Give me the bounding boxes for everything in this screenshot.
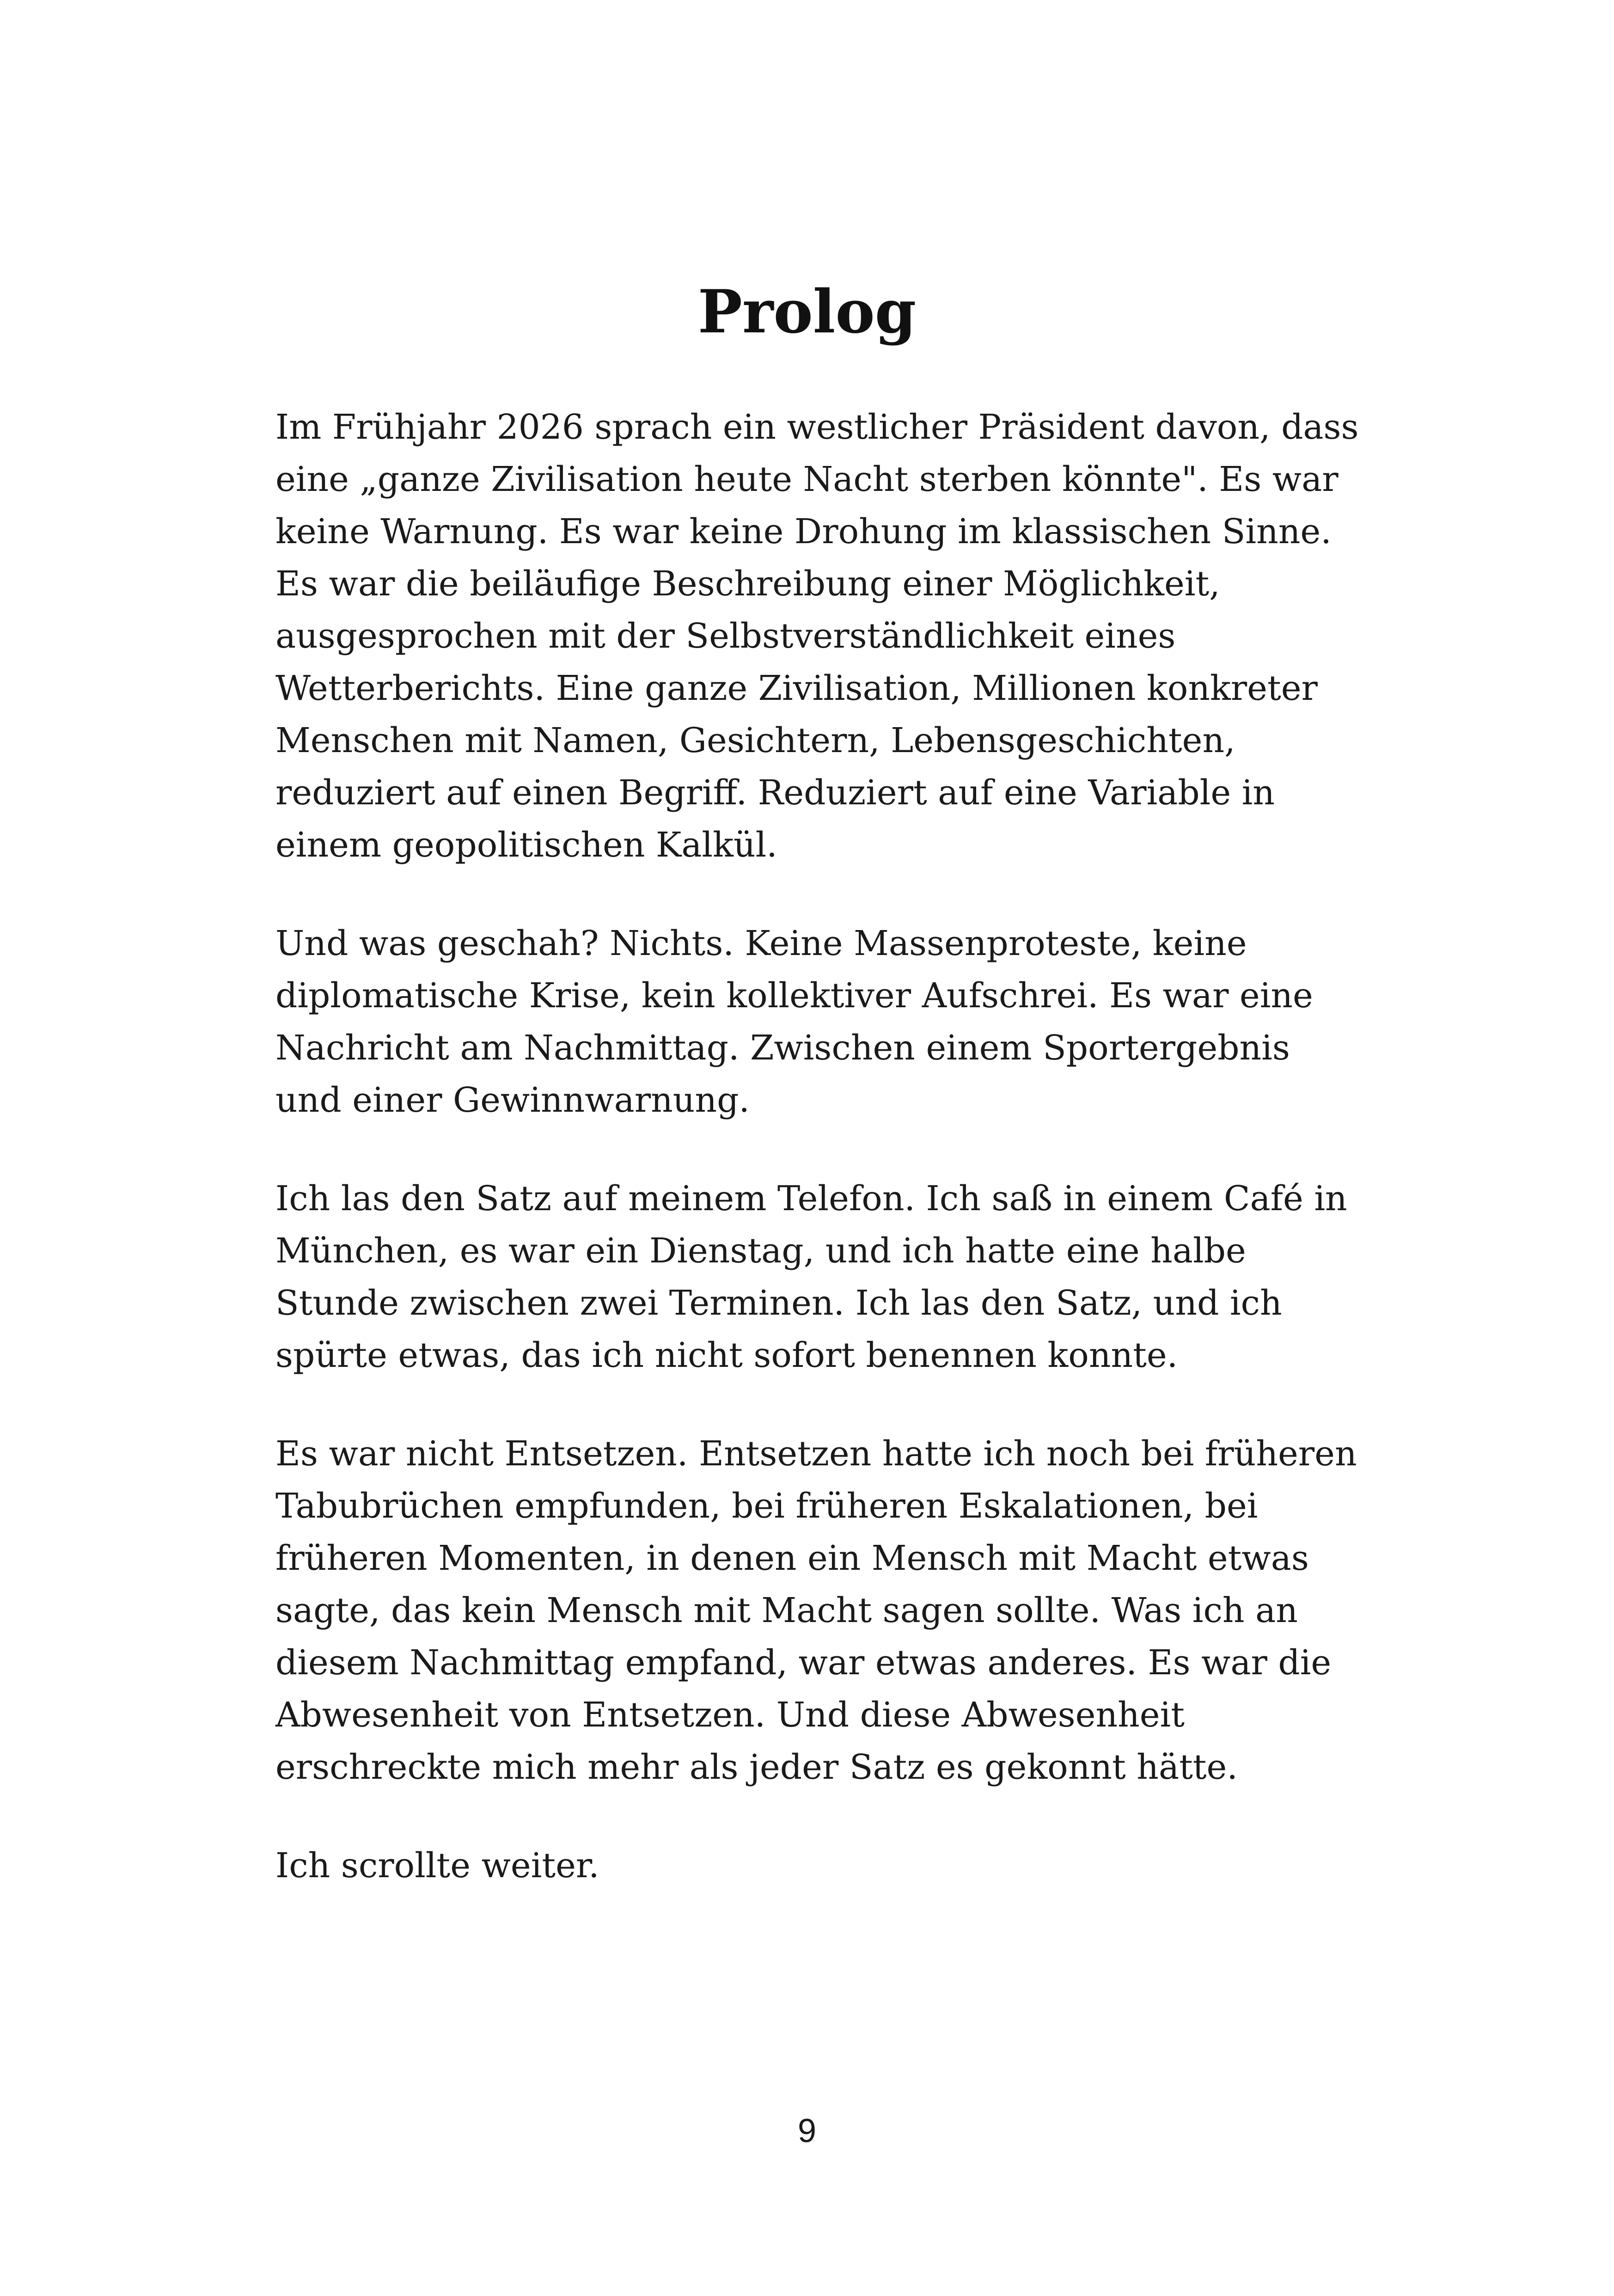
text-line: diplomatische Krise, kein kollektiver Aufschrei. Es war eine xyxy=(275,976,1313,1016)
text-line: Es war nicht Entsetzen. Entsetzen hatte ich noch bei früheren xyxy=(275,1434,1357,1474)
text-line: erschreckte mich mehr als jeder Satz es gekonnt hätte. xyxy=(275,1747,1238,1787)
paragraph-4 xyxy=(275,1428,1357,1794)
text-line: sagte, das kein Mensch mit Macht sagen sollte. Was ich an xyxy=(275,1591,1298,1630)
text-line: Ich las den Satz auf meinem Telefon. Ich saß in einem Café in xyxy=(275,1179,1347,1218)
text-line: und einer Gewinnwarnung. xyxy=(275,1080,750,1120)
text-line: diesem Nachmittag empfand, war etwas anderes. Es war die xyxy=(275,1643,1332,1683)
page-number: 9 xyxy=(797,2112,817,2149)
text-line: Im Frühjahr 2026 sprach ein westlicher Präsident davon, dass xyxy=(275,407,1359,447)
text-line: Nachricht am Nachmittag. Zwischen einem Sportergebnis xyxy=(275,1028,1290,1068)
text-line: Abwesenheit von Entsetzen. Und diese Abwesenheit xyxy=(275,1695,1185,1735)
text-line: spürte etwas, das ich nicht sofort benennen konnte. xyxy=(275,1335,1178,1375)
text-line: keine Warnung. Es war keine Drohung im klassischen Sinne. xyxy=(275,512,1332,551)
text-line: Wetterberichts. Eine ganze Zivilisation, Millionen konkreter xyxy=(275,668,1318,708)
text-line: Es war die beiläufige Beschreibung einer Möglichkeit, xyxy=(275,564,1220,604)
text-line: Tabubrüchen empfunden, bei früheren Eskalationen, bei xyxy=(275,1486,1258,1526)
chapter-body xyxy=(275,401,1359,1938)
text-line: Stunde zwischen zwei Terminen. Ich las den Satz, und ich xyxy=(275,1283,1282,1323)
text-line: Und was geschah? Nichts. Keine Massenproteste, keine xyxy=(275,924,1247,963)
paragraph-2 xyxy=(275,918,1339,1127)
text-line: ausgesprochen mit der Selbstverständlichkeit eines xyxy=(275,616,1176,656)
paragraph-5 xyxy=(275,1840,1339,1892)
text-line: früheren Momenten, in denen ein Mensch mit Macht etwas xyxy=(275,1538,1309,1578)
text-line: Menschen mit Namen, Gesichtern, Lebensgeschichten, xyxy=(275,721,1235,760)
paragraph-3 xyxy=(275,1173,1347,1382)
text-line: eine „ganze Zivilisation heute Nacht sterben könnte". Es war xyxy=(275,459,1339,499)
chapter-title: Prolog xyxy=(697,277,917,347)
text-line: einem geopolitischen Kalkül. xyxy=(275,825,777,865)
paragraph-1 xyxy=(275,401,1359,871)
text-line: reduziert auf einen Begriff. Reduziert auf eine Variable in xyxy=(275,773,1275,813)
text-line: Ich scrollte weiter. xyxy=(275,1846,599,1886)
text-line: München, es war ein Dienstag, und ich hatte eine halbe xyxy=(275,1231,1246,1271)
